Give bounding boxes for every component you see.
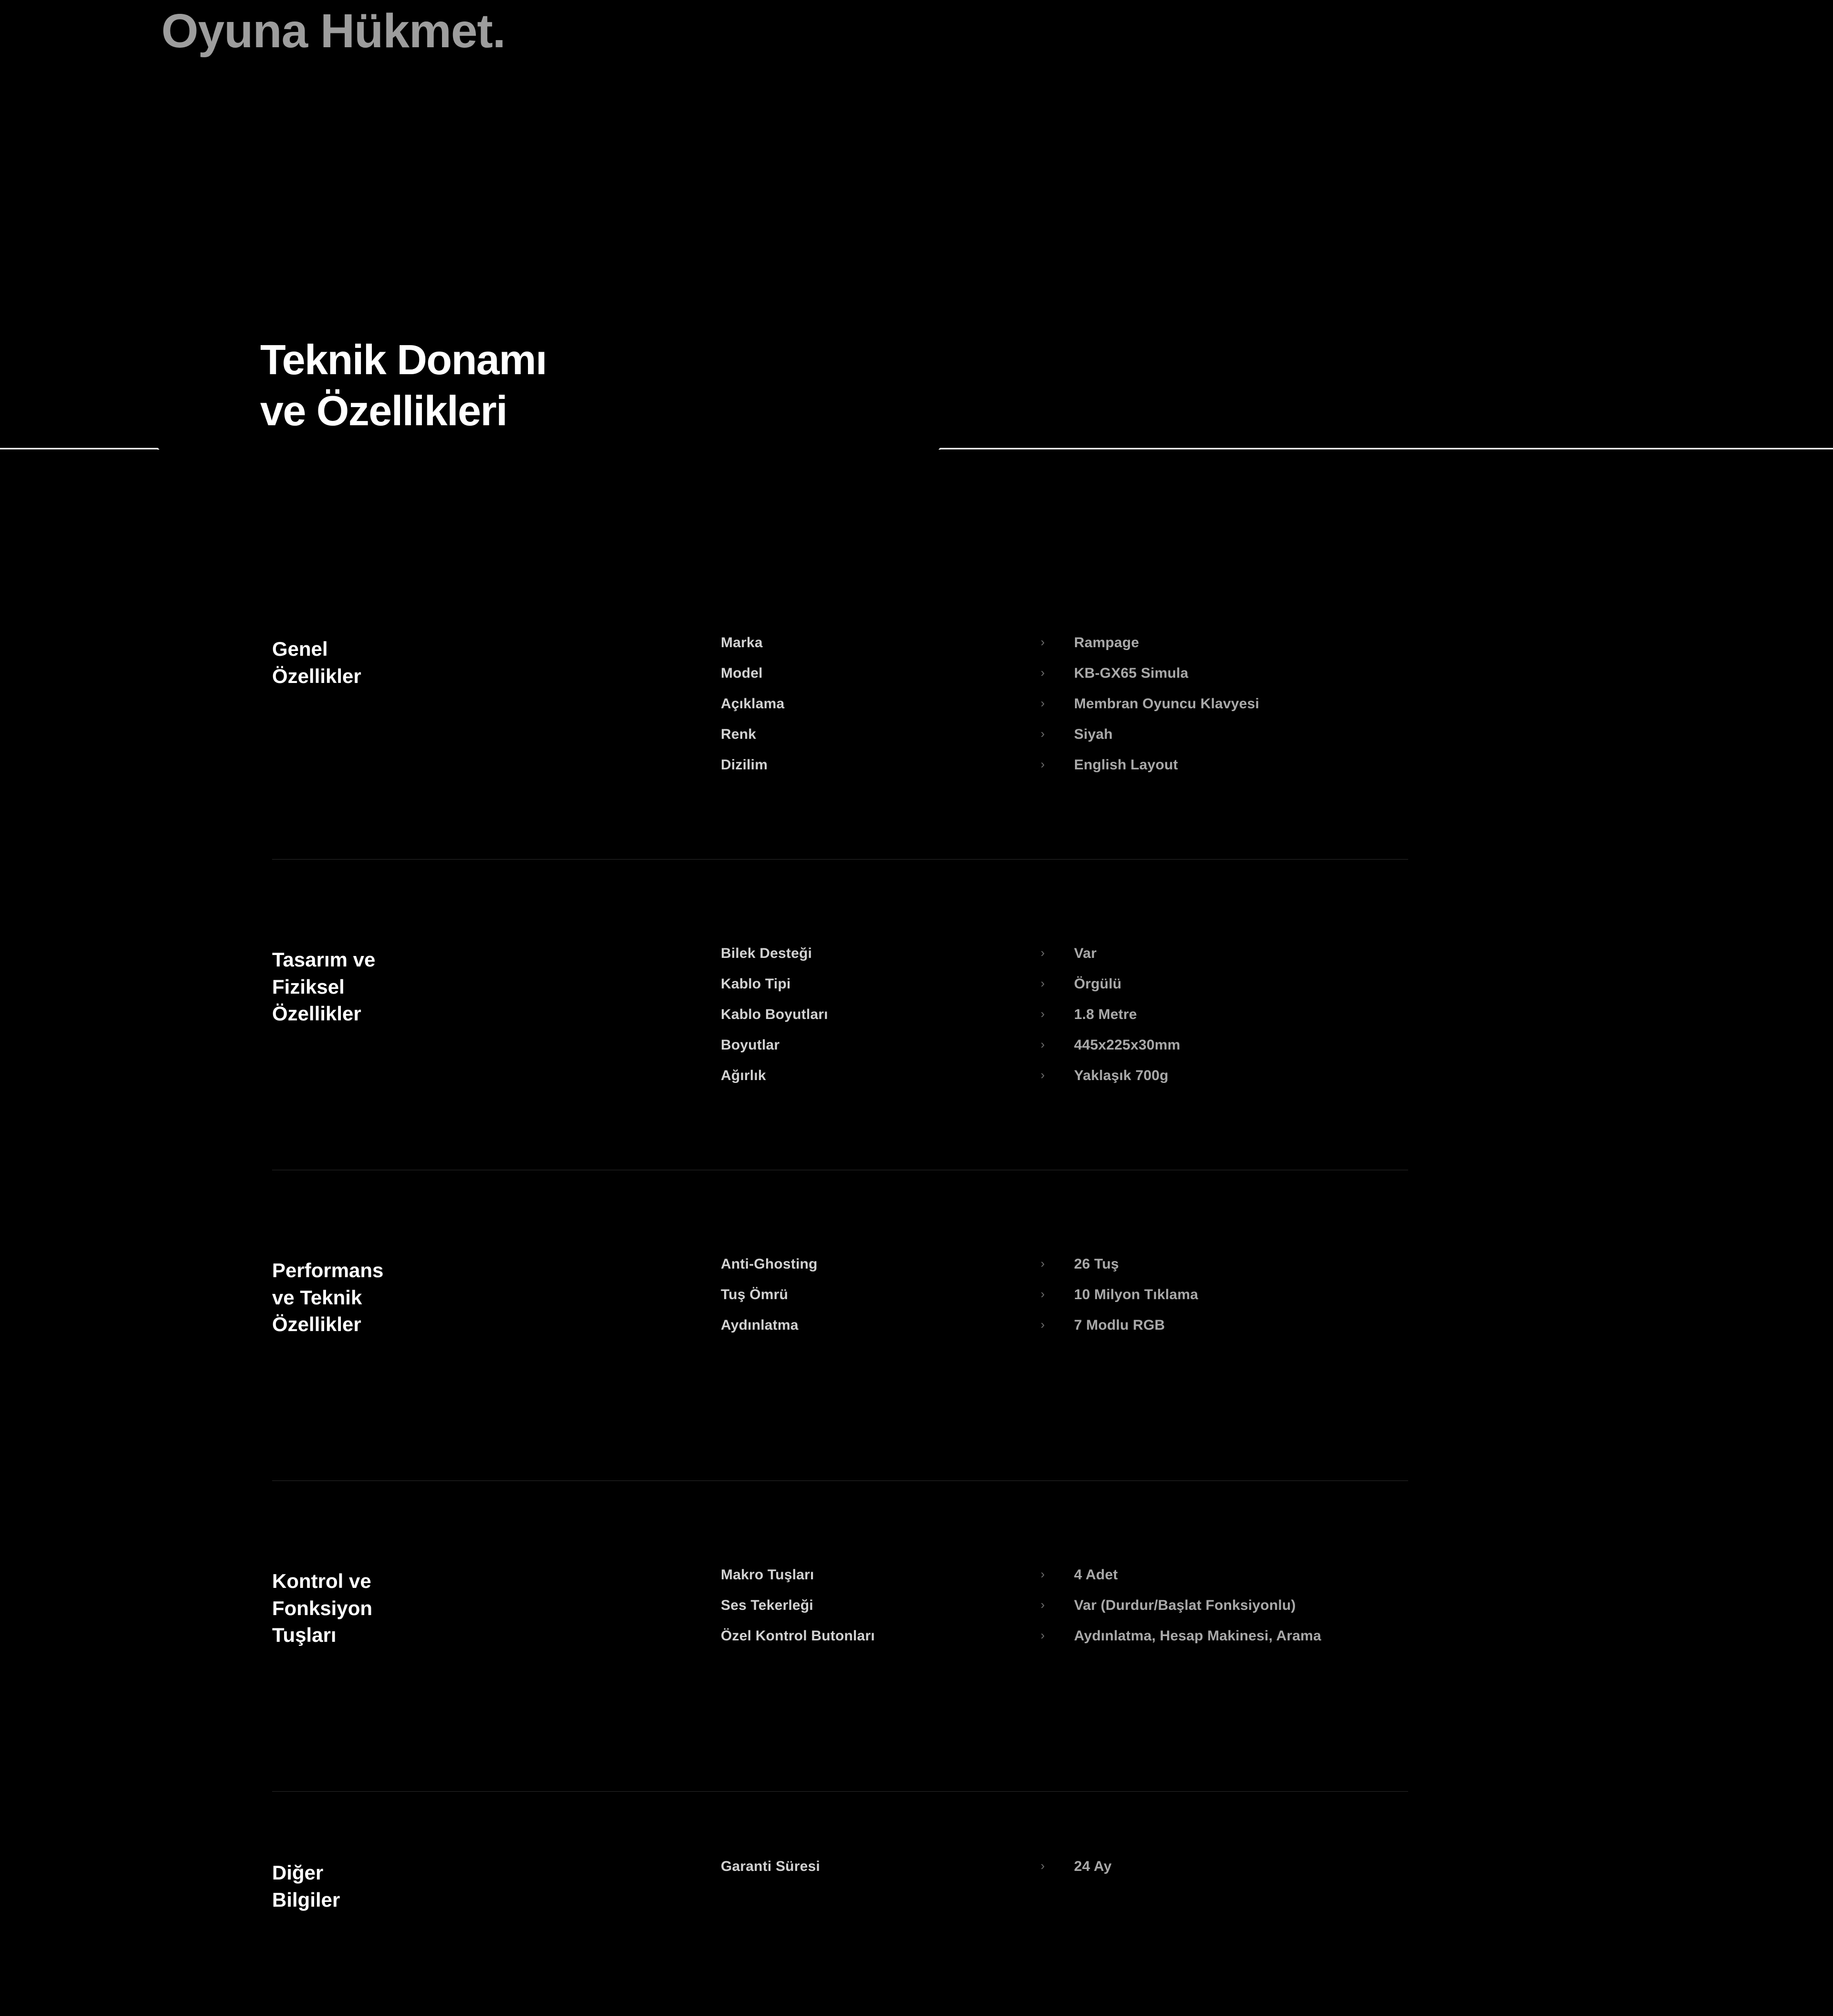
- spec-row: [721, 1256, 1408, 1287]
- spec-row: [721, 1037, 1408, 1068]
- spec-group-performans-teknik: [272, 1170, 1408, 1480]
- spec-group-title-line: Diğer: [272, 1861, 324, 1884]
- bullet-icon: ›: [1041, 1597, 1045, 1612]
- spec-label: Aydınlatma: [721, 1317, 799, 1333]
- spec-value: Örgülü: [1074, 976, 1122, 992]
- spec-row: [721, 696, 1408, 726]
- bullet-icon: ›: [1041, 696, 1045, 710]
- bullet-icon: ›: [1041, 1567, 1045, 1581]
- spec-group-title: [272, 1256, 721, 1338]
- bullet-icon: ›: [1041, 945, 1045, 960]
- spec-value: 10 Milyon Tıklama: [1074, 1287, 1199, 1302]
- spec-label: Kablo Boyutları: [721, 1007, 828, 1022]
- spec-value: Var: [1074, 945, 1097, 961]
- spec-row: [721, 726, 1408, 757]
- bullet-icon: ›: [1041, 1287, 1045, 1301]
- spec-row: [721, 1287, 1408, 1317]
- bullet-icon: ›: [1041, 1628, 1045, 1642]
- spec-group-title-line: ve Teknik: [272, 1286, 362, 1309]
- spec-label: Marka: [721, 635, 763, 651]
- spec-value: English Layout: [1074, 757, 1178, 773]
- spec-rows: [721, 945, 1408, 1098]
- spec-group-title: [272, 1567, 721, 1649]
- spec-row: [721, 757, 1408, 788]
- spec-label: Boyutlar: [721, 1037, 780, 1053]
- spec-row: [721, 1628, 1408, 1659]
- spec-value: 24 Ay: [1074, 1858, 1112, 1874]
- spec-group-title-line: Tuşları: [272, 1624, 337, 1647]
- bullet-icon: ›: [1041, 1858, 1045, 1873]
- spec-group-title: [272, 945, 721, 1028]
- spec-row: [721, 1317, 1408, 1348]
- spec-group-title-line: Fonksiyon: [272, 1596, 373, 1619]
- spec-value: Aydınlatma, Hesap Makinesi, Arama: [1074, 1628, 1321, 1644]
- spec-label: Tuş Ömrü: [721, 1287, 789, 1302]
- spec-group-genel-ozellikler: [272, 635, 1408, 859]
- spec-group-title-line: Özellikler: [272, 664, 361, 687]
- spec-value: 26 Tuş: [1074, 1256, 1119, 1272]
- page-title-line-1: Teknik Donamı: [260, 336, 547, 383]
- bullet-icon: ›: [1041, 1256, 1045, 1270]
- spec-rows: [721, 1567, 1408, 1659]
- spec-row: [721, 1007, 1408, 1037]
- spec-rows: [721, 1256, 1408, 1348]
- spec-label: Özel Kontrol Butonları: [721, 1628, 875, 1644]
- spec-row: [721, 635, 1408, 665]
- spec-label: Açıklama: [721, 696, 785, 712]
- spec-label: Ağırlık: [721, 1068, 766, 1083]
- spec-label: Bilek Desteği: [721, 945, 812, 961]
- spec-row: [721, 945, 1408, 976]
- spec-value: 1.8 Metre: [1074, 1007, 1137, 1022]
- spec-row: [721, 1597, 1408, 1628]
- spec-label: Garanti Süresi: [721, 1858, 820, 1874]
- spec-group-title-line: Tasarım ve: [272, 948, 376, 971]
- spec-group-tasarim-fiziksel: [272, 860, 1408, 1170]
- spec-value: Membran Oyuncu Klavyesi: [1074, 696, 1260, 712]
- bullet-icon: ›: [1041, 1007, 1045, 1021]
- bullet-icon: ›: [1041, 1037, 1045, 1051]
- spec-value: Rampage: [1074, 635, 1139, 651]
- spec-label: Anti-Ghosting: [721, 1256, 818, 1272]
- spec-group-title-line: Fiziksel: [272, 975, 345, 998]
- spec-group-title-line: Kontrol ve: [272, 1570, 371, 1592]
- page-title-line-2: ve Özellikleri: [260, 387, 507, 435]
- spec-group-title-line: Bilgiler: [272, 1888, 340, 1911]
- spec-group-title: [272, 1858, 721, 1913]
- spec-label: Renk: [721, 726, 757, 742]
- spec-value: 4 Adet: [1074, 1567, 1118, 1583]
- section-heading-banner: [0, 305, 1833, 535]
- spec-group-title: [272, 635, 721, 690]
- bullet-icon: ›: [1041, 726, 1045, 741]
- bullet-icon: ›: [1041, 1068, 1045, 1082]
- spec-row: [721, 1858, 1408, 1889]
- spec-value: Yaklaşık 700g: [1074, 1068, 1169, 1083]
- spec-group-title-line: Performans: [272, 1259, 384, 1281]
- bullet-icon: ›: [1041, 665, 1045, 680]
- page-title: [260, 334, 547, 437]
- spec-group-kontrol-fonksiyon: [272, 1481, 1408, 1791]
- bullet-icon: ›: [1041, 976, 1045, 990]
- spec-rows: [721, 635, 1408, 788]
- spec-group-title-line: Özellikler: [272, 1002, 361, 1025]
- hero-slogan: Oyuna Hükmet.: [161, 4, 506, 58]
- spec-value: 445x225x30mm: [1074, 1037, 1180, 1053]
- spec-label: Makro Tuşları: [721, 1567, 814, 1583]
- spec-row: [721, 665, 1408, 696]
- spec-group-diger-bilgiler: [272, 1792, 1408, 2016]
- spec-rows: [721, 1858, 1408, 1889]
- specifications-table: [0, 635, 1833, 2016]
- spec-value: 7 Modlu RGB: [1074, 1317, 1165, 1333]
- spec-label: Dizilim: [721, 757, 768, 773]
- spec-value: Siyah: [1074, 726, 1113, 742]
- spec-label: Ses Tekerleği: [721, 1597, 813, 1613]
- rampage-swoosh-logo-icon: [1334, 0, 1549, 29]
- spec-value: KB-GX65 Simula: [1074, 665, 1189, 681]
- spec-row: [721, 1567, 1408, 1597]
- spec-row: [721, 976, 1408, 1007]
- bullet-icon: ›: [1041, 635, 1045, 649]
- bullet-icon: ›: [1041, 757, 1045, 771]
- spec-label: Model: [721, 665, 763, 681]
- spec-row: [721, 1068, 1408, 1098]
- spec-group-title-line: Genel: [272, 638, 328, 660]
- spec-group-title-line: Özellikler: [272, 1313, 361, 1336]
- spec-value: Var (Durdur/Başlat Fonksiyonlu): [1074, 1597, 1296, 1613]
- bullet-icon: ›: [1041, 1317, 1045, 1332]
- spec-label: Kablo Tipi: [721, 976, 791, 992]
